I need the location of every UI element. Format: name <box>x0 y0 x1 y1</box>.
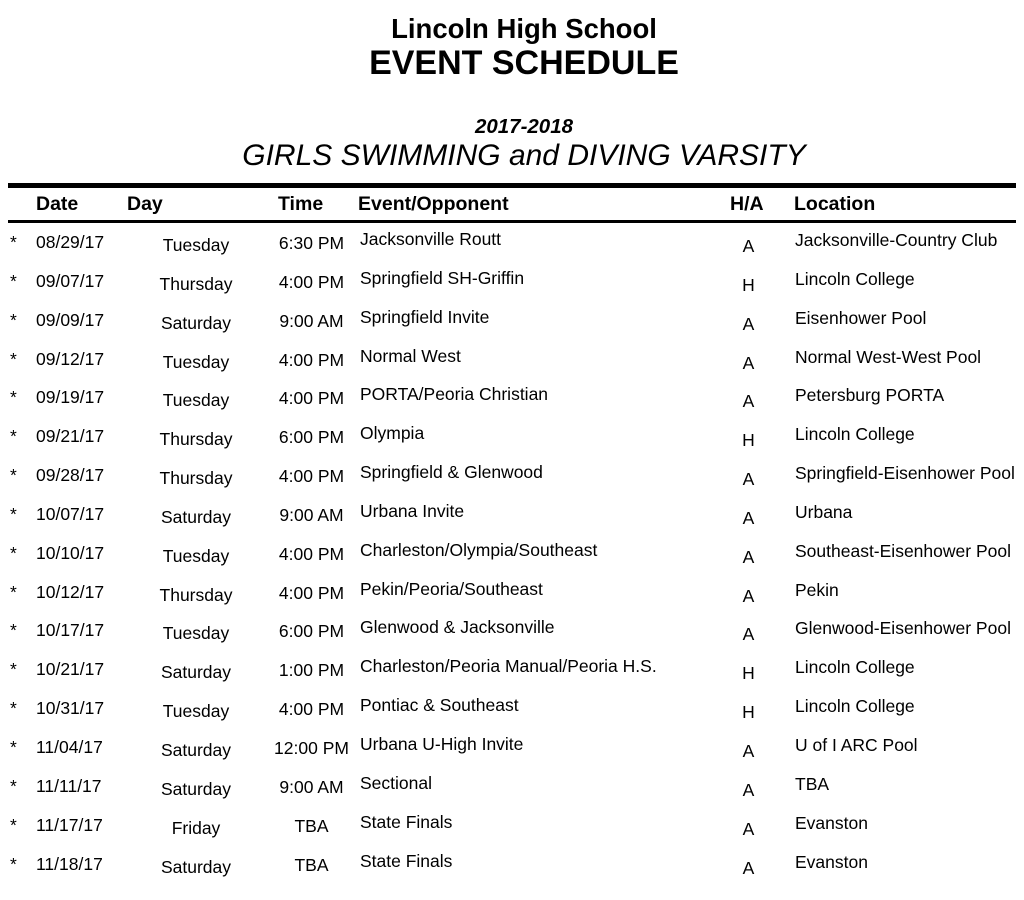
cell-day: Thursday <box>159 273 233 294</box>
cell-home-away: H <box>742 274 755 295</box>
cell-time: 12:00 PM <box>274 737 349 758</box>
cell-date: 11/17/17 <box>36 814 103 835</box>
cell-day: Saturday <box>160 778 232 799</box>
cell-location: Lincoln College <box>795 657 915 678</box>
cell-event-opponent: State Finals <box>360 811 453 832</box>
cell-home-away: A <box>742 585 755 606</box>
cell-date: 08/29/17 <box>36 232 105 252</box>
cell-location: Petersburg PORTA <box>795 385 945 406</box>
cell-time: 4:00 PM <box>278 543 345 564</box>
cell-time: TBA <box>294 854 329 875</box>
table-row <box>0 845 1024 884</box>
cell-day: Tuesday <box>162 390 230 411</box>
cell-event-opponent: Pontiac & Southeast <box>360 695 519 716</box>
cell-home-away: A <box>742 779 755 800</box>
row-marker: * <box>10 620 17 641</box>
table-row <box>0 262 1024 301</box>
cell-event-opponent: Urbana U-High Invite <box>360 733 524 754</box>
team-subtitle: GIRLS SWIMMING and DIVING VARSITY <box>242 139 806 172</box>
cell-location: Evanston <box>795 851 868 872</box>
cell-date: 10/10/17 <box>36 542 105 563</box>
cell-date: 10/31/17 <box>36 698 105 719</box>
cell-time: TBA <box>294 815 329 836</box>
cell-location: Springfield-Eisenhower Pool <box>795 463 1015 484</box>
cell-event-opponent: Glenwood & Jacksonville <box>360 617 555 638</box>
table-row <box>0 806 1024 845</box>
cell-day: Tuesday <box>162 701 230 722</box>
cell-home-away: A <box>742 391 755 412</box>
cell-day: Tuesday <box>162 351 230 372</box>
cell-home-away: H <box>742 702 755 723</box>
cell-home-away: H <box>742 663 755 684</box>
cell-location: Evanston <box>795 812 868 833</box>
cell-event-opponent: Normal West <box>360 345 461 366</box>
cell-time: 4:00 PM <box>278 466 345 487</box>
cell-location: TBA <box>795 773 830 794</box>
cell-day: Tuesday <box>162 545 230 566</box>
cell-home-away: H <box>742 430 755 451</box>
cell-home-away: A <box>742 818 755 839</box>
col-header-marker-spacer <box>8 188 36 220</box>
cell-time: 6:00 PM <box>278 427 345 448</box>
row-marker: * <box>10 775 17 796</box>
table-row <box>0 378 1024 417</box>
season-label: 2017-2018 <box>474 115 574 138</box>
cell-date: 09/07/17 <box>36 270 105 291</box>
cell-event-opponent: PORTA/Peoria Christian <box>360 384 549 405</box>
row-marker: * <box>10 232 17 252</box>
col-header-day: Day <box>127 193 163 215</box>
row-marker: * <box>10 659 17 680</box>
cell-location: Lincoln College <box>795 424 915 445</box>
table-row <box>0 573 1024 612</box>
table-row <box>0 689 1024 728</box>
cell-event-opponent: Urbana Invite <box>360 500 465 521</box>
cell-event-opponent: Pekin/Peoria/Southeast <box>360 578 543 599</box>
school-name: Lincoln High School <box>391 13 657 44</box>
cell-location: Southeast-Eisenhower Pool <box>795 540 1011 561</box>
table-row <box>0 611 1024 650</box>
cell-date: 09/28/17 <box>36 465 105 486</box>
cell-home-away: A <box>742 236 755 256</box>
row-marker: * <box>10 581 17 602</box>
cell-home-away: A <box>742 469 755 490</box>
cell-date: 11/04/17 <box>36 736 103 757</box>
row-marker: * <box>10 309 17 330</box>
page-title: EVENT SCHEDULE <box>369 44 679 82</box>
cell-date: 10/17/17 <box>36 620 105 641</box>
col-header-event-opponent: Event/Opponent <box>358 193 509 215</box>
cell-day: Thursday <box>159 429 233 450</box>
cell-home-away: A <box>742 546 755 567</box>
cell-event-opponent: Sectional <box>360 772 432 793</box>
col-header-location: Location <box>794 193 876 215</box>
cell-day: Tuesday <box>162 623 230 644</box>
table-row <box>0 767 1024 806</box>
table-row <box>0 728 1024 767</box>
row-marker: * <box>10 542 17 563</box>
cell-date: 11/18/17 <box>36 853 103 874</box>
cell-day: Saturday <box>160 739 232 760</box>
cell-time: 4:00 PM <box>278 699 345 720</box>
cell-time: 4:00 PM <box>278 388 345 409</box>
cell-location: U of I ARC Pool <box>795 734 918 755</box>
cell-time: 9:00 AM <box>279 310 344 331</box>
table-row <box>0 534 1024 573</box>
table-row <box>0 223 1024 262</box>
cell-date: 10/07/17 <box>36 503 105 524</box>
cell-location: Pekin <box>795 579 839 600</box>
row-marker: * <box>10 270 17 291</box>
table-header-row <box>0 188 1024 220</box>
cell-home-away: A <box>742 857 755 878</box>
cell-time: 4:00 PM <box>278 271 345 292</box>
cell-day: Thursday <box>159 468 233 489</box>
cell-home-away: A <box>742 740 755 761</box>
title-block <box>12 14 1024 172</box>
cell-day: Saturday <box>160 506 232 527</box>
cell-location: Lincoln College <box>795 696 915 717</box>
cell-home-away: A <box>742 313 755 334</box>
cell-event-opponent: Springfield Invite <box>360 306 490 327</box>
cell-event-opponent: State Finals <box>360 850 453 871</box>
cell-date: 10/12/17 <box>36 581 105 602</box>
cell-day: Saturday <box>160 856 232 877</box>
cell-date: 09/12/17 <box>36 348 105 369</box>
cell-time: 6:30 PM <box>278 233 345 253</box>
table-row <box>0 650 1024 689</box>
cell-event-opponent: Jacksonville Routt <box>360 229 502 249</box>
cell-date: 09/09/17 <box>36 309 105 330</box>
cell-location: Glenwood-Eisenhower Pool <box>795 618 1011 639</box>
row-marker: * <box>10 698 17 719</box>
cell-location: Normal West-West Pool <box>795 346 982 367</box>
cell-date: 09/19/17 <box>36 387 105 408</box>
cell-time: 9:00 AM <box>279 776 344 797</box>
cell-day: Friday <box>171 817 221 838</box>
cell-home-away: A <box>742 507 755 528</box>
row-marker: * <box>10 387 17 408</box>
cell-location: Eisenhower Pool <box>795 307 927 328</box>
cell-location: Jacksonville-Country Club <box>795 230 998 250</box>
cell-event-opponent: Charleston/Olympia/Southeast <box>360 539 598 560</box>
table-row <box>0 495 1024 534</box>
row-marker: * <box>10 853 17 874</box>
row-marker: * <box>10 426 17 447</box>
cell-day: Saturday <box>160 662 232 683</box>
cell-time: 4:00 PM <box>278 349 345 370</box>
col-header-time: Time <box>278 193 324 215</box>
cell-event-opponent: Springfield SH-Griffin <box>360 267 525 288</box>
cell-home-away: A <box>742 352 755 373</box>
row-marker: * <box>10 814 17 835</box>
cell-event-opponent: Olympia <box>360 423 425 444</box>
cell-date: 10/21/17 <box>36 659 105 680</box>
row-marker: * <box>10 736 17 757</box>
row-marker: * <box>10 465 17 486</box>
cell-event-opponent: Springfield & Glenwood <box>360 462 543 483</box>
cell-time: 1:00 PM <box>278 660 345 681</box>
cell-day: Tuesday <box>162 235 230 255</box>
table-row <box>0 301 1024 340</box>
cell-date: 11/11/17 <box>36 775 102 796</box>
table-row <box>0 456 1024 495</box>
schedule-rows <box>0 223 1024 883</box>
cell-event-opponent: Charleston/Peoria Manual/Peoria H.S. <box>360 656 657 677</box>
cell-time: 9:00 AM <box>279 504 344 525</box>
col-header-home-away: H/A <box>730 193 764 215</box>
cell-home-away: A <box>742 624 755 645</box>
table-row <box>0 340 1024 379</box>
row-marker: * <box>10 348 17 369</box>
cell-time: 4:00 PM <box>278 582 345 603</box>
row-marker: * <box>10 503 17 524</box>
cell-date: 09/21/17 <box>36 426 105 447</box>
cell-location: Urbana <box>795 501 853 522</box>
cell-time: 6:00 PM <box>278 621 345 642</box>
table-row <box>0 417 1024 456</box>
cell-location: Lincoln College <box>795 268 915 289</box>
col-header-date: Date <box>36 193 79 215</box>
cell-day: Saturday <box>160 312 232 333</box>
cell-day: Thursday <box>159 584 233 605</box>
